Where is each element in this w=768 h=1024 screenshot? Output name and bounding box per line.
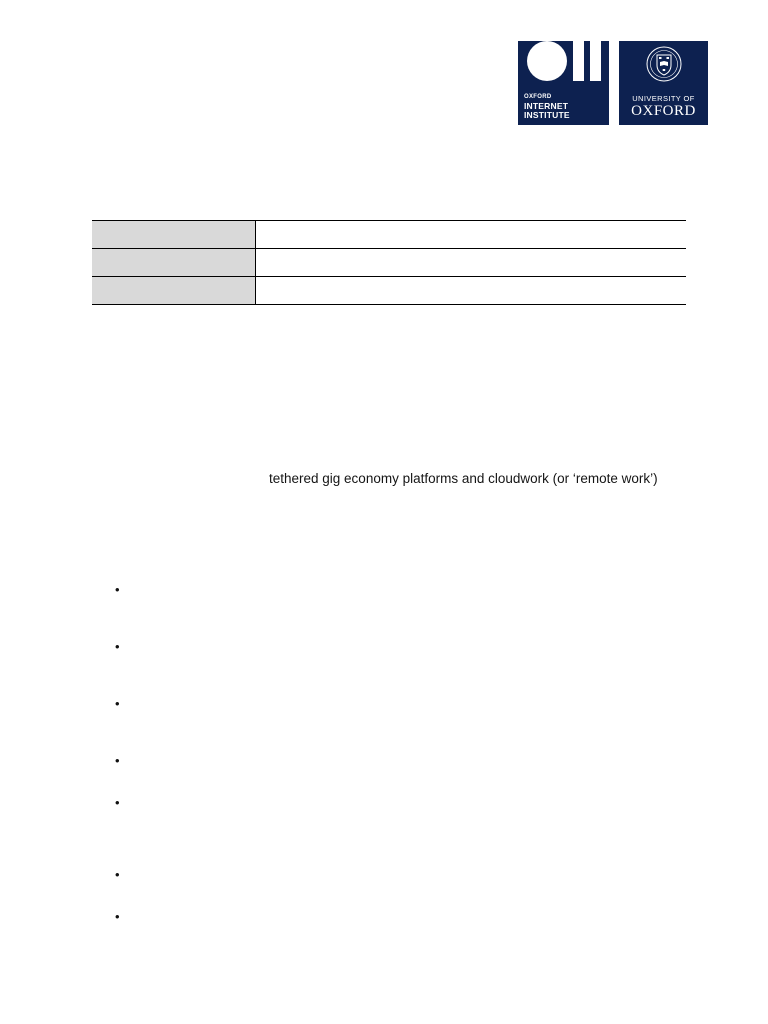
list-item [115,910,120,924]
oii-mark-icon [518,41,609,93]
list-item [115,640,120,654]
table-value-cell [256,221,687,249]
bullet-icon: • [115,639,120,654]
bullet-icon: • [115,696,120,711]
bullet-icon: • [115,753,120,768]
table-label-cell [92,221,256,249]
table-label-cell [92,249,256,277]
oxford-internet-institute-logo [518,41,609,125]
oxford-wordmark: OXFORD [631,103,696,119]
table-label-cell [92,277,256,305]
oii-wordmark [524,93,606,120]
oii-line-2: INTERNET [524,101,569,111]
university-of-text: UNIVERSITY OF [632,94,695,103]
list-item [115,754,120,768]
table-row [92,277,686,305]
info-table [92,220,686,305]
table-value-cell [256,277,687,305]
university-crest-icon [646,45,682,89]
table-row [92,221,686,249]
oii-line-3: INSTITUTE [524,110,570,120]
oii-line-1: OXFORD [524,94,552,100]
body-text-line: tethered gig economy platforms and cloudwork (or ‘remote work’) [269,471,658,486]
list-item [115,868,120,882]
bullet-icon: • [115,867,120,882]
university-of-oxford-logo [619,41,708,125]
table-row [92,249,686,277]
list-item [115,796,120,810]
table-value-cell [256,249,687,277]
bullet-icon: • [115,909,120,924]
bullet-icon: • [115,795,120,810]
bullet-icon: • [115,582,120,597]
list-item [115,697,120,711]
list-item [115,583,120,597]
